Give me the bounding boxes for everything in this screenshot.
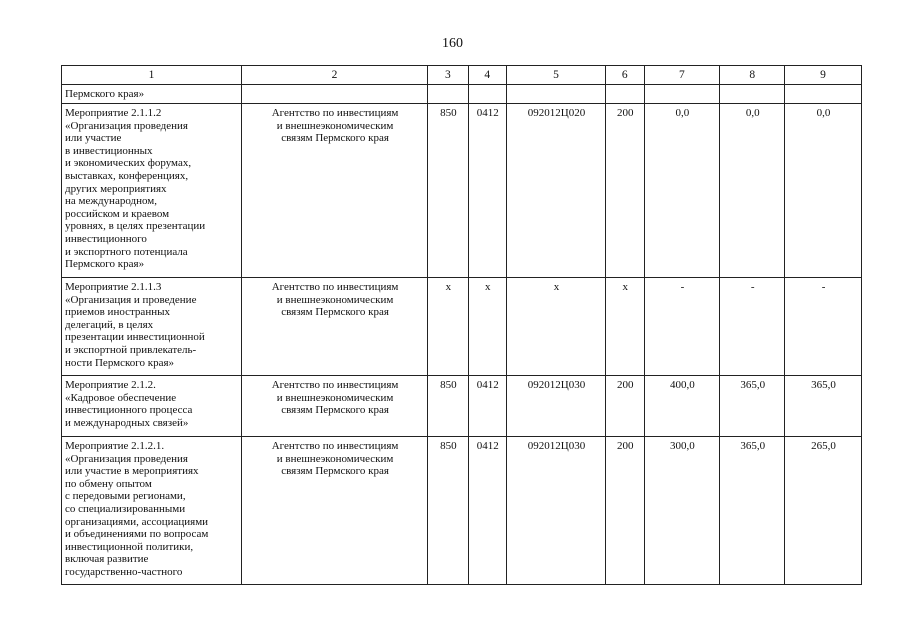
- expense-code-cell: х: [606, 278, 644, 376]
- column-header: 4: [468, 66, 506, 85]
- amount-year2-cell: 365,0: [720, 376, 785, 437]
- event-name-cell: Мероприятие 2.1.2.1. «Организация проведения или участие в мероприятиях по обмену опытом с передовыми регионами, со специализированными организациями, ассоциациями и объединениями по вопросам инвестиционной политики, включая развитие государственно-частного: [62, 437, 242, 585]
- target-code-cell: 092012Ц030: [506, 437, 605, 585]
- amount-year1-cell: -: [644, 278, 720, 376]
- section-code-cell: 0412: [468, 376, 506, 437]
- table-row: [62, 437, 862, 585]
- amount-year2-cell: -: [720, 278, 785, 376]
- header-row: [62, 66, 862, 85]
- target-code-cell: 092012Ц030: [506, 376, 605, 437]
- agency-cell: Агентство по инвестициям и внешнеэкономическим связям Пермского края: [242, 376, 428, 437]
- expense-code-cell: 200: [606, 437, 644, 585]
- agency-cell: Агентство по инвестициям и внешнеэкономическим связям Пермского края: [242, 437, 428, 585]
- ministry-code-cell: 850: [428, 376, 468, 437]
- agency-cell: Агентство по инвестициям и внешнеэкономическим связям Пермского края: [242, 278, 428, 376]
- amount-year3-cell: 0,0: [785, 104, 862, 278]
- section-code-cell: х: [468, 278, 506, 376]
- event-name-cell: Мероприятие 2.1.2. «Кадровое обеспечение инвестиционного процесса и международных связей»: [62, 376, 242, 437]
- amount-year3-cell: -: [785, 278, 862, 376]
- column-header: 3: [428, 66, 468, 85]
- column-header: 1: [62, 66, 242, 85]
- column-header: 8: [720, 66, 785, 85]
- table-row: [62, 104, 862, 278]
- table-row: [62, 278, 862, 376]
- target-code-cell: х: [506, 278, 605, 376]
- ministry-code-cell: 850: [428, 104, 468, 278]
- table-row: [62, 376, 862, 437]
- amount-year3-cell: 265,0: [785, 437, 862, 585]
- column-header: 7: [644, 66, 720, 85]
- ministry-code-cell: 850: [428, 437, 468, 585]
- target-code-cell: 092012Ц020: [506, 104, 605, 278]
- column-header: 6: [606, 66, 644, 85]
- section-code-cell: 0412: [468, 437, 506, 585]
- column-header: 9: [785, 66, 862, 85]
- continuation-cell: Пермского края»: [62, 85, 242, 104]
- expense-code-cell: 200: [606, 104, 644, 278]
- amount-year3-cell: 365,0: [785, 376, 862, 437]
- amount-year2-cell: 0,0: [720, 104, 785, 278]
- budget-table: [61, 65, 862, 585]
- expense-code-cell: 200: [606, 376, 644, 437]
- section-code-cell: 0412: [468, 104, 506, 278]
- amount-year1-cell: 300,0: [644, 437, 720, 585]
- table-row: [62, 85, 862, 104]
- column-header: 5: [506, 66, 605, 85]
- amount-year1-cell: 400,0: [644, 376, 720, 437]
- ministry-code-cell: х: [428, 278, 468, 376]
- event-name-cell: Мероприятие 2.1.1.2 «Организация проведения или участие в инвестиционных и экономических форумах, выставках, конференциях, других мероприятиях на международном, российском и краевом уровнях, в целях презентации инвестиционного и экспортного потенциала Пермского края»: [62, 104, 242, 278]
- page-number: 160: [442, 36, 463, 51]
- event-name-cell: Мероприятие 2.1.1.3 «Организация и проведение приемов иностранных делегаций, в целях презентации инвестиционной и экспортной привлекатель- ности Пермского края»: [62, 278, 242, 376]
- amount-year2-cell: 365,0: [720, 437, 785, 585]
- amount-year1-cell: 0,0: [644, 104, 720, 278]
- column-header: 2: [242, 66, 428, 85]
- agency-cell: Агентство по инвестициям и внешнеэкономическим связям Пермского края: [242, 104, 428, 278]
